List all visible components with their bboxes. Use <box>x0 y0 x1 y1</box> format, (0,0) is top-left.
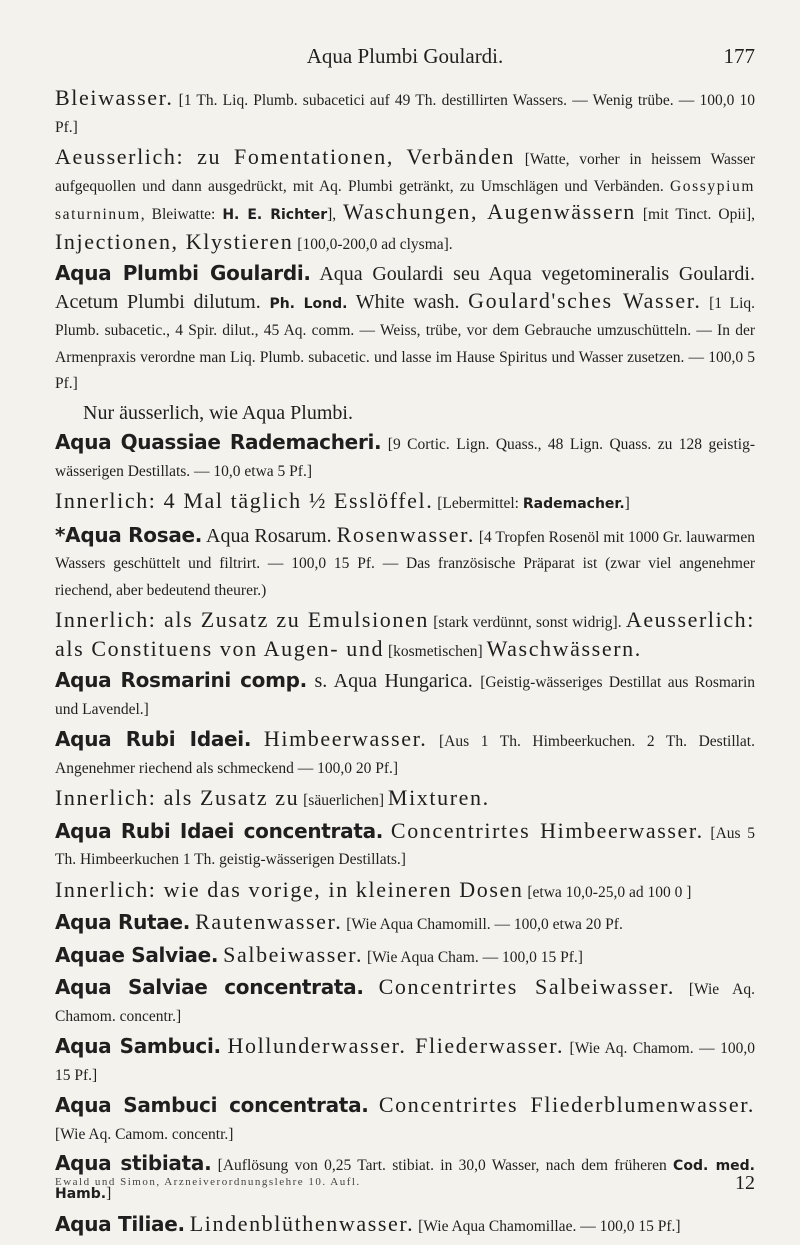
text-run <box>369 1095 379 1117</box>
text-run: [Wie Aq. Camom. concentr.] <box>55 1125 234 1143</box>
text-run: [etwa 10,0-25,0 ad 100 0 ] <box>523 883 692 901</box>
text-run: ] <box>106 1184 112 1202</box>
text-run: [Auflösung von 0,25 Tart. stibiat. in 30,0 Wasser, nach dem früheren <box>211 1157 674 1174</box>
text-run: Concentrirtes Fliederblumenwasser. <box>378 1092 756 1117</box>
text-run: [Wie Aqua Cham. — 100,0 15 Pf.] <box>363 948 583 966</box>
paragraph <box>55 942 755 971</box>
text-run: Aqua Rosarum. <box>202 524 337 547</box>
text-run: , Bleiwatte: <box>140 206 223 223</box>
entry-heading: *Aqua Rosae. <box>55 522 203 547</box>
body-text <box>55 85 755 1244</box>
text-run <box>251 729 264 751</box>
text-run: Injectionen, Klystieren <box>55 228 294 254</box>
paragraph <box>55 488 755 518</box>
text-run: [9 Cortic. Lign. Quass., 48 Lign. Quass. zu 128 geistig-wässerigen Destillats. — 10,0 etwa 5 Pf.] <box>55 436 755 480</box>
text-run: [mit Tinct. Opii], <box>635 206 756 223</box>
paragraph <box>55 909 755 938</box>
text-run: [stark verdünnt, sonst widrig]. <box>428 614 626 631</box>
page-footer <box>55 1172 755 1212</box>
text-run: Waschungen, Augenwässern <box>343 199 636 224</box>
text-run: Innerlich: wie das vorige, in kleineren Dosen <box>55 876 524 902</box>
text-run: [Wie Aq. Chamom. — 100,0 15 Pf.] <box>55 1040 755 1084</box>
text-run: Aeusserlich: als Constituens von Augen- und <box>55 607 755 661</box>
text-run: Lindenblüthenwasser. <box>189 1211 415 1236</box>
text-run: ], <box>327 206 344 223</box>
text-run: [säuerlichen] <box>299 792 388 809</box>
text-run: Ph. Lond. <box>269 295 348 312</box>
text-run: Bleiwasser. <box>55 85 174 110</box>
text-run: Cod. med. Hamb. <box>55 1158 756 1202</box>
text-run: Gossypium saturninum <box>55 177 755 223</box>
text-run: Himbeerwasser. <box>263 726 428 751</box>
paragraph <box>55 144 755 257</box>
text-run: ] <box>624 495 630 512</box>
entry-heading: Aqua Rubi Idaei concentrata. <box>55 818 384 843</box>
text-run: Waschwässern. <box>486 635 642 661</box>
paragraph <box>55 261 755 397</box>
entry-heading: Aqua Sambuci concentrata. <box>55 1093 369 1117</box>
text-run: Aeusserlich: zu Fomentationen, Verbänden <box>55 144 515 169</box>
text-run: [Aus 5 Th. Himbeerkuchen 1 Th. geistig-wässerigen Destillats.] <box>55 824 756 868</box>
paragraph <box>55 522 755 604</box>
text-run: Innerlich: als Zusatz zu <box>55 785 300 810</box>
entry-heading: Aqua Rubi Idaei. <box>55 727 252 751</box>
entry-heading: Aqua Tiliae. <box>55 1212 185 1236</box>
text-run: Rosenwasser. <box>336 521 475 547</box>
text-run: Aqua Goulardi seu Aqua vegetomineralis Goulardi. Acetum Plumbi dilutum. <box>55 263 755 313</box>
text-run: s. Aqua Hungarica. <box>306 670 481 692</box>
text-run: Nur äusserlich, wie Aqua Plumbi. <box>83 401 353 424</box>
text-run: [Aus 1 Th. Himbeerkuchen. 2 Th. Destillat. Angenehmer riechend als schmeckend — 100,0 20 Pf.] <box>55 733 755 777</box>
running-title: Aqua Plumbi Goulardi. <box>306 44 504 68</box>
text-run: [100,0-200,0 ad clysma]. <box>293 235 453 253</box>
text-run: [Watte, vorher in heissem Wasser aufgequollen und dann ausgedrückt, mit Aq. Plumbi getränkt, zu Umschlägen und Verbänden. <box>55 151 755 195</box>
paragraph <box>55 785 755 814</box>
text-run: [Wie Aq. Chamom. concentr.] <box>55 981 755 1025</box>
text-run: Mixturen. <box>387 785 490 810</box>
page-number: 177 <box>723 44 755 68</box>
paragraph <box>55 877 755 906</box>
sheet-signature: 12 <box>735 1172 755 1194</box>
paragraph <box>55 607 755 664</box>
text-run: Innerlich: 4 Mal täglich ½ Esslöffel. <box>55 488 434 513</box>
text-run: [Geistig-wässeriges Destillat aus Rosmarin und Lavendel.] <box>55 674 756 718</box>
paragraph <box>55 1033 755 1088</box>
text-run: Goulard'sches Wasser. <box>468 287 702 313</box>
text-run: Rademacher. <box>522 496 625 512</box>
paragraph <box>55 974 755 1029</box>
paragraph <box>55 668 755 722</box>
imprint-line: Ewald und Simon, Arzneiverordnungslehre 10. Aufl. <box>55 1176 361 1188</box>
paragraph <box>55 430 755 484</box>
entry-heading: Aqua Rosmarini comp. <box>55 668 307 692</box>
entry-heading: Aqua stibiata. <box>55 1151 212 1175</box>
entry-heading: Aqua Sambuci. <box>55 1034 221 1058</box>
text-run: [1 Th. Liq. Plumb. subacetici auf 49 Th. destillirten Wassers. — Wenig trübe. — 100,0 10 Pf.] <box>55 92 755 136</box>
text-run: [4 Tropfen Rosenöl mit 1000 Gr. lauwarmen Wassers geschüttelt und filtrirt. — 100,0 15 Pf. — Das französische Präparat ist (zwar viel angenehmer riechend, aber bedeutend theurer.) <box>55 528 755 599</box>
text-run: Concentrirtes Himbeerwasser. <box>390 817 704 843</box>
entry-heading: Aqua Quassiae Rademacheri. <box>55 430 382 454</box>
text-run <box>383 821 391 843</box>
paragraph <box>55 85 755 140</box>
text-run: Salbeiwasser. <box>223 941 364 967</box>
text-run: H. E. Richter <box>222 207 328 223</box>
paragraph <box>55 818 755 873</box>
running-header <box>55 44 755 74</box>
entry-heading: Aqua Plumbi Goulardi. <box>55 261 311 285</box>
text-run: White wash. <box>347 290 469 313</box>
paragraph <box>55 726 755 781</box>
text-run: [1 Liq. Plumb. subacetic., 4 Spir. dilut., 45 Aq. comm. — Weiss, trübe, vor dem Gebrauche umzuschütteln. — In der Armenpraxis verordne man Liq. Plumb. subacetic. und lasse im Hause Spiritus und Wasser zusetzen. — 100,0 5 Pf.] <box>55 294 755 392</box>
text-run: Concentrirtes Salbeiwasser. <box>378 974 675 999</box>
paragraph <box>55 1092 755 1147</box>
text-run: Innerlich: als Zusatz zu Emulsionen <box>55 607 429 632</box>
paragraph <box>55 401 755 427</box>
text-run: [kosmetischen] <box>384 642 487 660</box>
paragraph <box>55 1211 755 1240</box>
text-run: [Lebermittel: <box>433 495 523 512</box>
text-run <box>364 977 379 999</box>
text-run: Rautenwasser. <box>195 909 343 934</box>
entry-heading: Aqua Salviae concentrata. <box>55 975 364 999</box>
entry-heading: Aquae Salviae. <box>55 942 219 967</box>
text-run: [Wie Aqua Chamomillae. — 100,0 15 Pf.] <box>414 1218 681 1235</box>
text-run: Hollunderwasser. Fliederwasser. <box>227 1033 565 1058</box>
text-run: [Wie Aqua Chamomill. — 100,0 etwa 20 Pf. <box>342 916 623 933</box>
entry-heading: Aqua Rutae. <box>55 910 191 934</box>
